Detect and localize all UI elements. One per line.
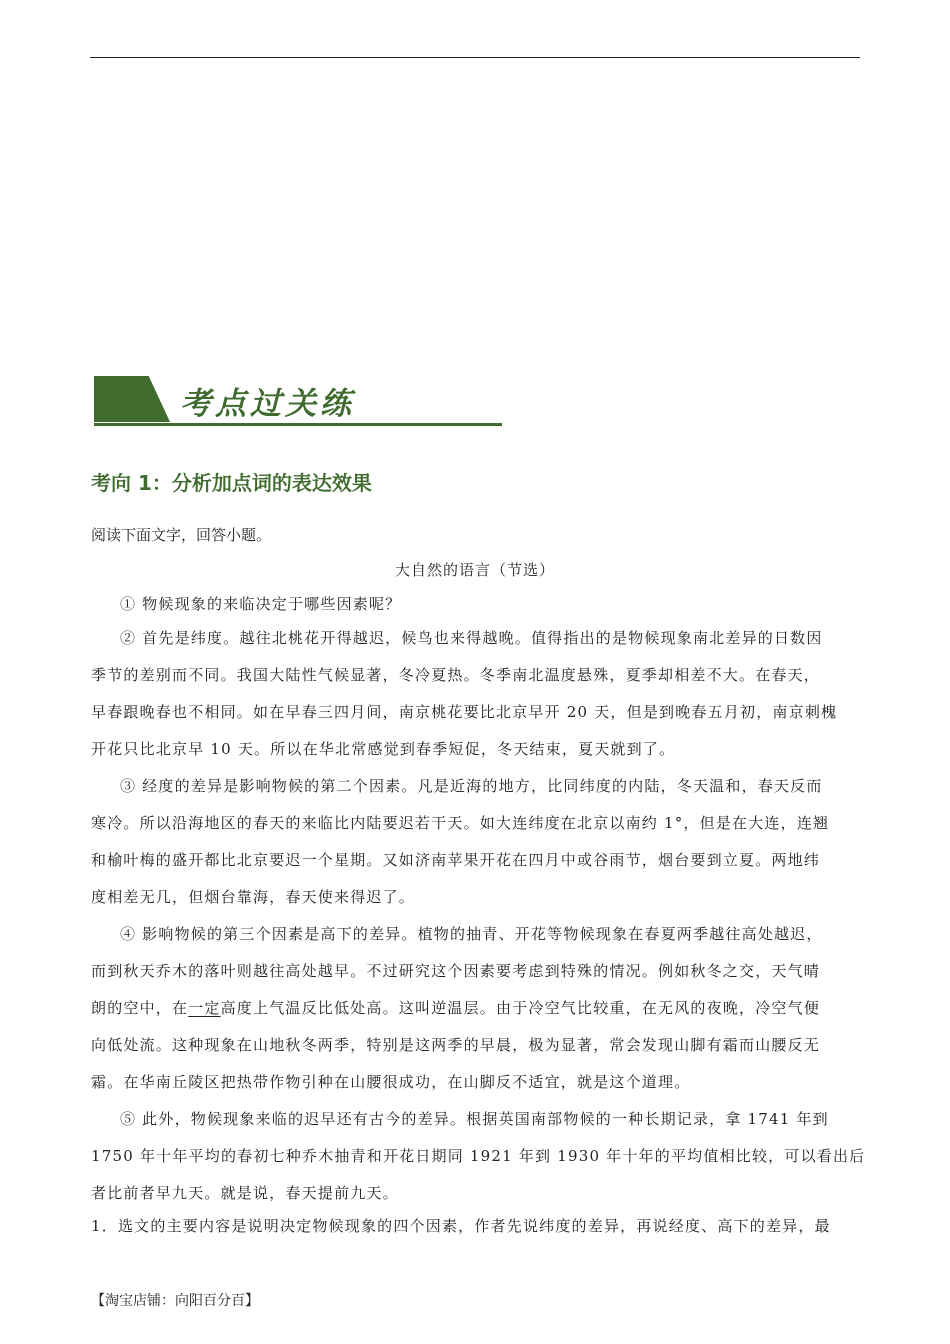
- footer-shop-note: 【淘宝店铺：向阳百分百】: [91, 1293, 259, 1309]
- header-rule: [90, 57, 860, 58]
- paragraph-line: 早春跟晚春也不相同。如在早春三四月间，南京桃花要比北京早开 20 天，但是到晚春五月初，南京刺槐: [91, 703, 838, 721]
- paragraph-line: [91, 998, 820, 1018]
- paragraph-line: 季节的差别而不同。我国大陆性气候显著，冬冷夏热。冬季南北温度悬殊，夏季却相差不大。在春天，: [91, 666, 821, 684]
- paragraph-line: 开花只比北京早 10 天。所以在华北常感觉到春季短促，冬天结束，夏天就到了。: [91, 740, 676, 758]
- paragraph-line: 寒冷。所以沿海地区的春天的来临比内陆要迟若干天。如大连纬度在北京以南约 1°，但是在大连，连翘: [91, 814, 830, 832]
- paragraph-line: 1750 年十年平均的春初七种乔木抽青和开花日期同 1921 年到 1930 年十年的平均值相比较，可以看出后: [91, 1147, 866, 1165]
- section-heading: 考向 1：分析加点词的表达效果: [91, 471, 372, 495]
- paragraph-line: 者比前者早九天。就是说，春天提前九天。: [91, 1184, 399, 1202]
- banner-title: 考点过关练: [180, 386, 355, 422]
- paragraph-line: 度相差无几，但烟台靠海，春天使来得迟了。: [91, 888, 416, 906]
- paragraph-line: 霜。在华南丘陵区把热带作物引种在山腰很成功，在山脚反不适宜，就是这个道理。: [91, 1073, 691, 1091]
- line-segment: 朗的空中，在: [91, 999, 189, 1017]
- banner-trapezoid-icon: [94, 376, 170, 422]
- paragraph-line: ⑤ 此外，物候现象来临的迟早还有古今的差异。根据英国南部物候的一种长期记录，拿 1741 年到: [120, 1110, 829, 1128]
- section-banner: [94, 376, 504, 430]
- paragraph-line: ② 首先是纬度。越往北桃花开得越迟，候鸟也来得越晚。值得指出的是物候现象南北差异的日数因: [120, 629, 823, 647]
- paragraph-line: 和榆叶梅的盛开都比北京要迟一个星期。又如济南苹果开花在四月中或谷雨节，烟台要到立夏。两地纬: [91, 851, 821, 869]
- dotted-word: 一定: [188, 999, 221, 1017]
- paragraph-line: ① 物候现象的来临决定于哪些因素呢？: [120, 595, 402, 613]
- question-1: 1．选文的主要内容是说明决定物候现象的四个因素，作者先说纬度的差异，再说经度、高下的差异，最: [91, 1217, 831, 1235]
- banner-underline: [94, 423, 502, 426]
- paragraph-line: ③ 经度的差异是影响物候的第二个因素。凡是近海的地方，比同纬度的内陆，冬天温和，春天反而: [120, 777, 823, 795]
- paragraph-line: 而到秋天乔木的落叶则越往高处越早。不过研究这个因素要考虑到特殊的情况。例如秋冬之交，天气晴: [91, 962, 821, 980]
- paragraph-line: ④ 影响物候的第三个因素是高下的差异。植物的抽青、开花等物候现象在春夏两季越往高处越迟，: [120, 925, 823, 943]
- intro-text: 阅读下面文字，回答小题。: [91, 526, 272, 544]
- line-segment: 高度上气温反比低处高。这叫逆温层。由于冷空气比较重，在无风的夜晚，冷空气便: [220, 999, 821, 1017]
- passage-title: 大自然的语言（节选）: [394, 561, 555, 579]
- paragraph-line: 向低处流。这种现象在山地秋冬两季，特别是这两季的早晨，极为显著，常会发现山脚有霜而山腰反无: [91, 1036, 821, 1054]
